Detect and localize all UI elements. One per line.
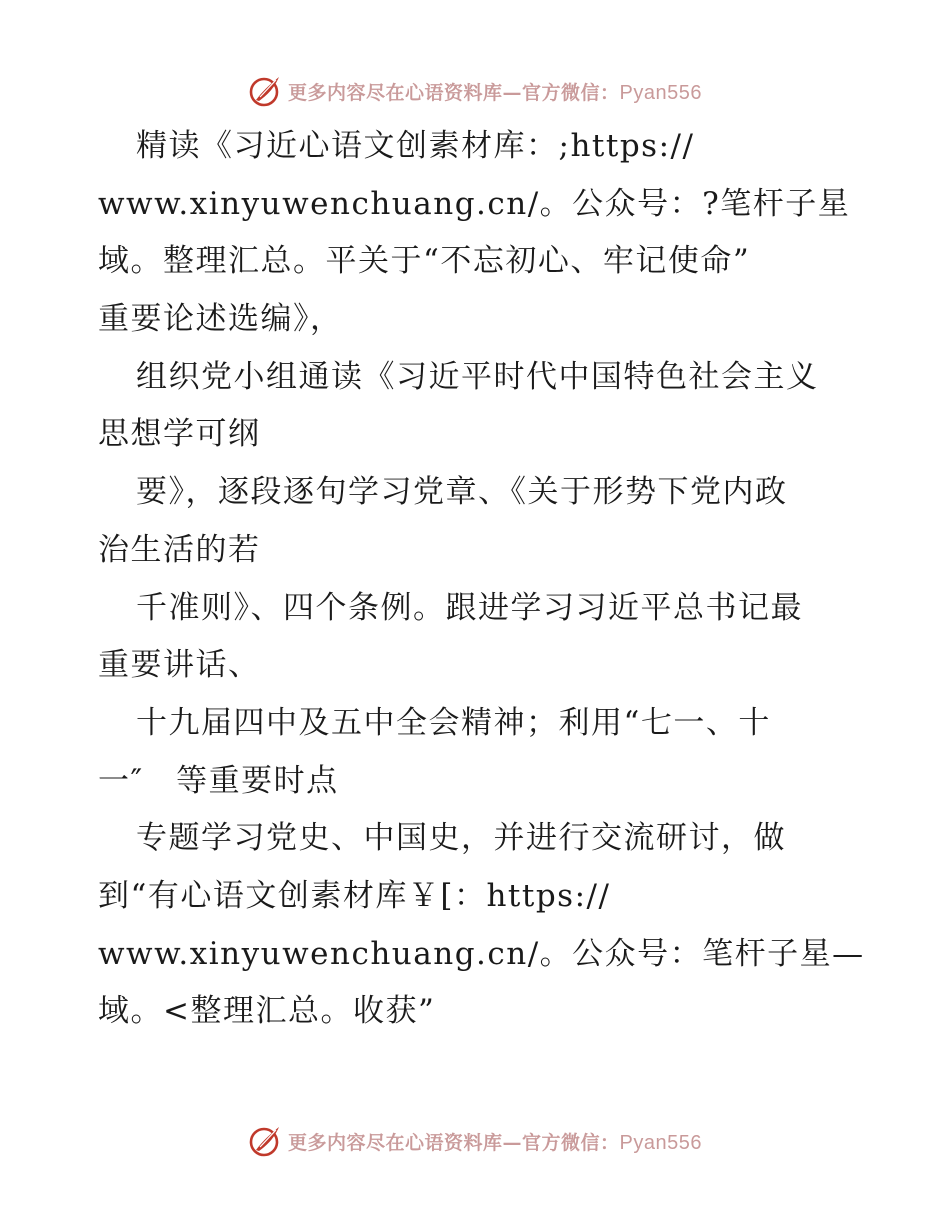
watermark-text: 更多内容尽在心语资料库—官方微信：Pyan556 xyxy=(288,81,702,104)
body-line: 千准则》、四个条例。跟进学习习近平总书记最 xyxy=(136,589,803,626)
body-line: 十九届四中及五中全会精神；利用“七一、十 xyxy=(136,704,771,741)
body-line: 一″ 等重要时点 xyxy=(98,762,339,799)
body-line: 重要论述选编》， xyxy=(98,301,343,338)
body-line: 治生活的若 xyxy=(98,531,261,568)
body-line: www.xinyuwenchuang.cn/。公众号：?笔杆子星 xyxy=(98,185,851,222)
body-line: 域。<整理汇总。收获” xyxy=(98,993,436,1030)
body-line: 专题学习党史、中国史，并进行交流研讨，做 xyxy=(136,820,786,857)
body-line: 域。整理汇总。平关于“不忘初心、牢记使命” xyxy=(98,243,751,280)
body-line: 到“有心语文创素材库￥[：https:// xyxy=(98,877,611,914)
document-body xyxy=(98,118,865,1041)
body-line: www.xinyuwenchuang.cn/。公众号：笔杆子星— xyxy=(98,935,865,972)
body-line: 思想学可纲 xyxy=(98,416,261,453)
header-watermark xyxy=(0,71,950,111)
feather-pen-logo-icon xyxy=(248,1124,282,1158)
body-line: 要》，逐段逐句学习党章、《关于形势下党内政 xyxy=(136,474,788,511)
feather-pen-logo-icon xyxy=(248,74,282,108)
footer-watermark xyxy=(0,1121,950,1161)
body-line: 组织党小组通读《习近平时代中国特色社会主义 xyxy=(136,358,819,395)
watermark-text: 更多内容尽在心语资料库—官方微信：Pyan556 xyxy=(288,1131,702,1154)
body-line: 精读《习近心语文创素材库：;https:// xyxy=(136,128,695,164)
body-line: 重要讲话、 xyxy=(98,647,261,684)
